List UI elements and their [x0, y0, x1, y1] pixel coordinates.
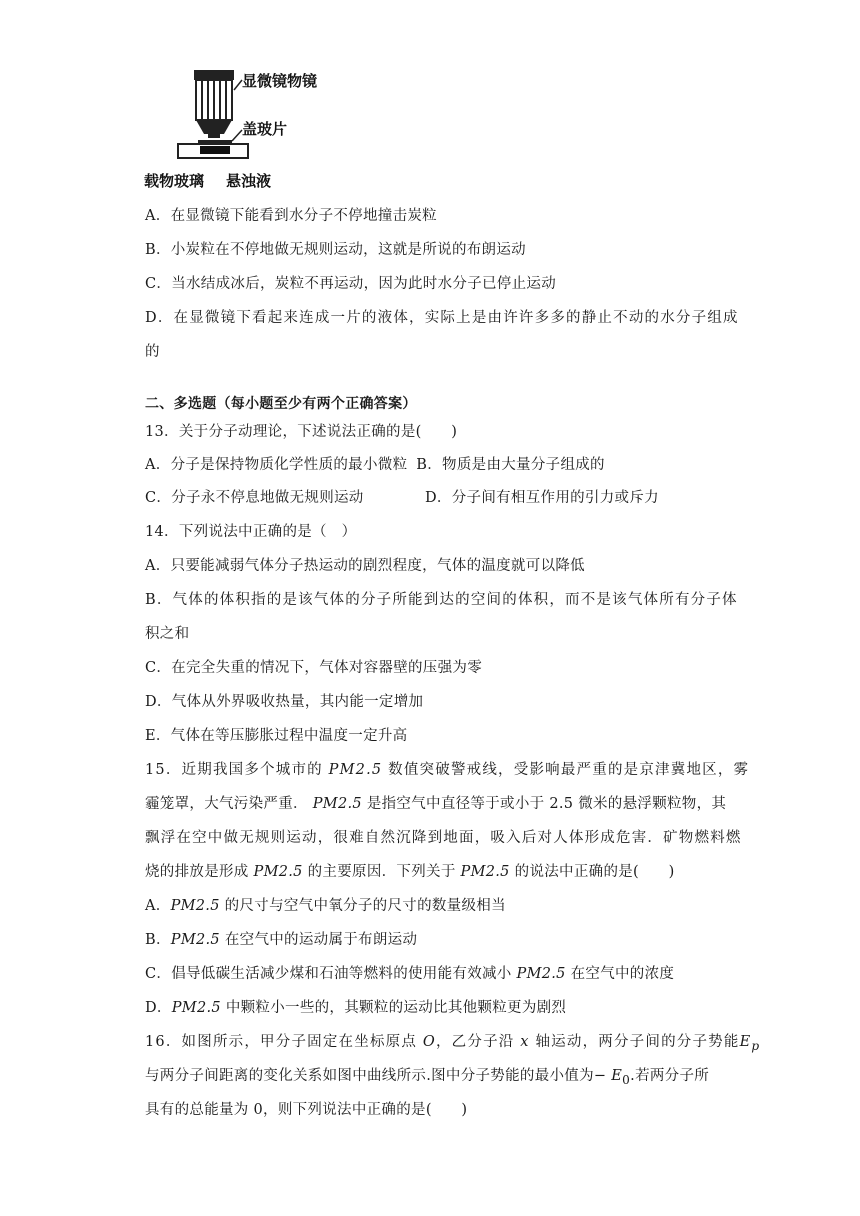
- q15-text: 的说法中正确的是( ): [514, 864, 675, 880]
- suspension-label: 悬浊液: [226, 172, 272, 190]
- e0-symbol: − E: [593, 1068, 623, 1084]
- q16-text: 与两分子间距离的变化关系如图中曲线所示.图中分子势能的最小值为: [145, 1068, 594, 1084]
- q12-option-d-line2: 的: [145, 344, 160, 360]
- q14-option-e: E．气体在等压膨胀过程中温度一定升高: [145, 728, 408, 744]
- q16-text: 16．如图所示，甲分子固定在坐标原点: [145, 1034, 418, 1050]
- q15-stem-line3: 飘浮在空中做无规则运动，很难自然沉降到地面，吸入后对人体形成危害．矿物燃料燃: [145, 830, 742, 846]
- pm25-term: PM2.5: [170, 898, 220, 914]
- q12-option-a: A．在显微镜下能看到水分子不停地撞击炭粒: [145, 208, 437, 224]
- q15-text: 15．近期我国多个城市的: [145, 762, 323, 778]
- q15-text: 的主要原因．下列关于: [307, 864, 456, 880]
- q12-option-b: B．小炭粒在不停地做无规则运动，这就是所说的布朗运动: [145, 242, 526, 258]
- q15-stem-line1: [145, 760, 749, 780]
- q15-option-c: [145, 964, 674, 984]
- objective-label: 显微镜物镜: [242, 72, 318, 90]
- pm25-term: PM2.5: [328, 762, 383, 778]
- q13-option-d: D．分子间有相互作用的引力或斥力: [425, 490, 659, 506]
- pm25-term: PM2.5: [253, 864, 303, 880]
- pm25-term: PM2.5: [460, 864, 510, 880]
- q15-text: 中颗粒小一些的，其颗粒的运动比其他颗粒更为剧烈: [225, 1000, 567, 1016]
- q15-text: D．: [145, 1000, 172, 1016]
- q15-text: B．: [145, 932, 171, 948]
- objective-lens-icon: [194, 70, 234, 138]
- q15-stem-line2: [145, 794, 726, 814]
- q16-stem-line2: [145, 1066, 709, 1090]
- pm25-term: PM2.5: [516, 966, 566, 982]
- q13-option-b: B．物质是由大量分子组成的: [416, 457, 605, 473]
- q16-stem-line3: 具有的总能量为 0，则下列说法中正确的是( ): [145, 1102, 468, 1118]
- q13-option-a-text: A．分子是保持物质化学性质的最小微粒: [145, 457, 408, 473]
- q15-option-b: [145, 930, 417, 950]
- q15-text: 是指空气中直径等于或小于 2.5 微米的悬浮颗粒物，其: [366, 796, 727, 812]
- q13-stem: 13．关于分子动理论，下述说法正确的是( ): [145, 424, 458, 440]
- q15-text: 霾笼罩，大气污染严重．: [145, 796, 308, 812]
- q15-option-a: [145, 896, 506, 916]
- origin-symbol: O: [422, 1034, 436, 1050]
- slide-icon: [178, 140, 248, 158]
- pm25-term: PM2.5: [171, 1000, 221, 1016]
- q15-text: 烧的排放是形成: [145, 864, 249, 880]
- q16-text: 轴运动，两分子间的分子势能: [535, 1034, 740, 1050]
- x-axis-symbol: x: [520, 1034, 530, 1050]
- section-heading: 二、多选题（每小题至少有两个正确答案）: [145, 396, 417, 412]
- q15-text: 在空气中的运动属于布朗运动: [224, 932, 418, 948]
- q16-stem-line1: [145, 1032, 760, 1056]
- q14-option-c: C．在完全失重的情况下，气体对容器壁的压强为零: [145, 660, 482, 676]
- q12-option-c: C．当水结成冰后，炭粒不再运动，因为此时水分子已停止运动: [145, 276, 556, 292]
- q15-option-d: [145, 998, 566, 1018]
- ep-symbol: E: [739, 1034, 752, 1050]
- q14-option-d: D．气体从外界吸收热量，其内能一定增加: [145, 694, 424, 710]
- q13-option-c: C．分子永不停息地做无规则运动: [145, 490, 364, 506]
- q15-text: 在空气中的浓度: [570, 966, 675, 982]
- q14-option-b-line2: 积之和: [145, 626, 190, 642]
- q15-text: A．: [145, 898, 171, 914]
- q14-stem: 14．下列说法中正确的是（ ）: [145, 524, 357, 540]
- pm25-term: PM2.5: [312, 796, 362, 812]
- q15-text: 的尺寸与空气中氧分子的尺寸的数量级相当: [224, 898, 506, 914]
- e0-subscript: 0: [622, 1072, 631, 1087]
- q15-text: 数值突破警戒线，受影响最严重的是京津冀地区，雾: [388, 762, 750, 778]
- q16-text: .若两分子所: [630, 1068, 710, 1084]
- pm25-term: PM2.5: [170, 932, 220, 948]
- q14-option-b-line1: B．气体的体积指的是该气体的分子所能到达的空间的体积，而不是该气体所有分子体: [145, 592, 738, 608]
- q15-text: C．倡导低碳生活减少煤和石油等燃料的使用能有效减小: [145, 966, 512, 982]
- q16-text: ，乙分子沿: [435, 1034, 515, 1050]
- slide-label: 载物玻璃: [144, 172, 205, 190]
- q15-stem-line4: [145, 862, 675, 882]
- q13-row-cd: [145, 488, 705, 508]
- microscope-figure: [138, 62, 318, 192]
- q13-option-a: [145, 455, 605, 475]
- coverslip-label: 盖玻片: [242, 120, 288, 138]
- q12-option-d-line1: D．在显微镜下看起来连成一片的液体，实际上是由许许多多的静止不动的水分子组成: [145, 310, 739, 326]
- q14-option-a: A．只要能减弱气体分子热运动的剧烈程度，气体的温度就可以降低: [145, 558, 585, 574]
- ep-subscript: p: [751, 1038, 761, 1053]
